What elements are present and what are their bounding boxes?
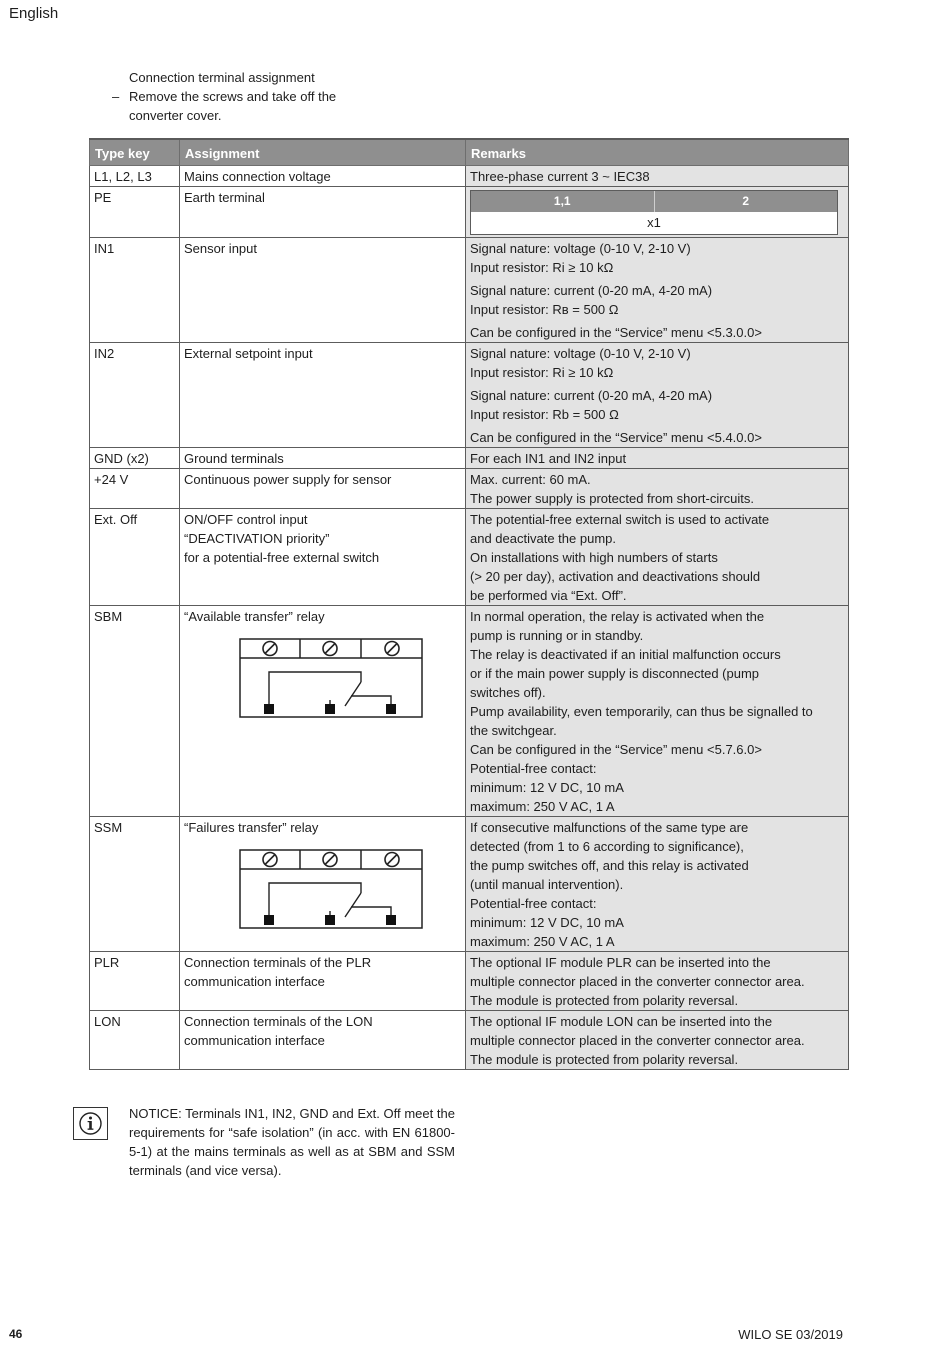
remarks-line: switches off). bbox=[470, 685, 546, 700]
remarks-line: Potential-free contact: bbox=[470, 761, 597, 776]
remarks-line: be performed via “Ext. Off”. bbox=[470, 588, 627, 603]
type-key-cell: Ext. Off bbox=[90, 509, 180, 606]
pe-terminal-col1: 1,1 bbox=[471, 191, 655, 212]
remarks-cell bbox=[466, 606, 849, 817]
footer-brand: WILO SE 03/2019 bbox=[738, 1327, 843, 1342]
notice-text: NOTICE: Terminals IN1, IN2, GND and Ext. Off meet the requirements for “safe isolation” (in acc. with EN 61800-5-1) at the mains terminals as well as at SBM and SSM terminals (and vice versa). bbox=[129, 1106, 455, 1178]
remarks-line: multiple connector placed in the converter connector area. bbox=[470, 974, 805, 989]
assignment-line: External setpoint input bbox=[184, 346, 313, 361]
remarks-line: multiple connector placed in the converter connector area. bbox=[470, 1033, 805, 1048]
intro-block bbox=[112, 68, 372, 125]
type-key-cell: +24 V bbox=[90, 469, 180, 509]
table-row bbox=[90, 817, 849, 952]
remarks-line: The relay is deactivated if an initial malfunction occurs bbox=[470, 647, 781, 662]
remarks-cell bbox=[466, 187, 849, 238]
intro-bullet-line2: converter cover. bbox=[129, 108, 222, 123]
type-key-cell: SSM bbox=[90, 817, 180, 952]
remarks-line: Input resistor: Ri ≥ 10 kΩ bbox=[470, 260, 614, 275]
remarks-line: Max. current: 60 mA. bbox=[470, 472, 591, 487]
assignment-cell bbox=[180, 166, 466, 187]
remarks-line: The module is protected from polarity reversal. bbox=[470, 993, 739, 1008]
assignment-line: “Failures transfer” relay bbox=[184, 820, 319, 835]
table-row bbox=[90, 952, 849, 1011]
remarks-line: Pump availability, even temporarily, can thus be signalled to bbox=[470, 704, 813, 719]
assignment-line: Sensor input bbox=[184, 241, 257, 256]
remarks-cell bbox=[466, 952, 849, 1011]
remarks-line: pump is running or in standby. bbox=[470, 628, 644, 643]
remarks-cell bbox=[466, 1011, 849, 1070]
type-key-cell: PLR bbox=[90, 952, 180, 1011]
pe-terminal-box bbox=[470, 190, 838, 235]
remarks-line: Can be configured in the “Service” menu <5.3.0.0> bbox=[470, 325, 762, 340]
remarks-cell bbox=[466, 817, 849, 952]
type-key-cell: GND (x2) bbox=[90, 448, 180, 469]
table-row bbox=[90, 606, 849, 817]
assignment-cell bbox=[180, 1011, 466, 1070]
remarks-cell bbox=[466, 343, 849, 448]
remarks-line: Signal nature: voltage (0-10 V, 2-10 V) bbox=[470, 241, 691, 256]
assignment-line: Connection terminals of the PLR bbox=[184, 955, 372, 970]
remarks-line: The power supply is protected from short-circuits. bbox=[470, 491, 754, 506]
remarks-line: minimum: 12 V DC, 10 mA bbox=[470, 915, 624, 930]
type-key-cell: LON bbox=[90, 1011, 180, 1070]
remarks-line: For each IN1 and IN2 input bbox=[470, 451, 627, 466]
remarks-line: the switchgear. bbox=[470, 723, 557, 738]
assignment-line: Continuous power supply for sensor bbox=[184, 472, 392, 487]
remarks-line: The potential-free external switch is used to activate bbox=[470, 512, 770, 527]
remarks-line: Input resistor: Rb = 500 Ω bbox=[470, 407, 619, 422]
remarks-cell bbox=[466, 238, 849, 343]
type-key-cell: PE bbox=[90, 187, 180, 238]
remarks-line: Input resistor: Rʙ = 500 Ω bbox=[470, 302, 619, 317]
table-row bbox=[90, 469, 849, 509]
remarks-line: Signal nature: current (0-20 mA, 4-20 mA) bbox=[470, 283, 713, 298]
table-header-row bbox=[90, 139, 849, 166]
table-row bbox=[90, 509, 849, 606]
assignment-cell bbox=[180, 187, 466, 238]
remarks-line: (until manual intervention). bbox=[470, 877, 624, 892]
remarks-line: On installations with high numbers of starts bbox=[470, 550, 718, 565]
remarks-line: Signal nature: current (0-20 mA, 4-20 mA) bbox=[470, 388, 713, 403]
table-row bbox=[90, 238, 849, 343]
remarks-line: Three-phase current 3 ~ IEC38 bbox=[470, 169, 650, 184]
bullet-dash: – bbox=[112, 89, 120, 104]
header-remarks: Remarks bbox=[466, 139, 849, 166]
remarks-cell bbox=[466, 448, 849, 469]
table-row bbox=[90, 1011, 849, 1070]
page-number: 46 bbox=[9, 1327, 23, 1341]
type-key-cell: SBM bbox=[90, 606, 180, 817]
assignment-line: Ground terminals bbox=[184, 451, 284, 466]
assignment-line: “Available transfer” relay bbox=[184, 609, 325, 624]
remarks-line: If consecutive malfunctions of the same type are bbox=[470, 820, 749, 835]
remarks-line: and deactivate the pump. bbox=[470, 531, 616, 546]
remarks-line: or if the main power supply is disconnected (pump bbox=[470, 666, 760, 681]
type-key-cell: L1, L2, L3 bbox=[90, 166, 180, 187]
remarks-line: Signal nature: voltage (0-10 V, 2-10 V) bbox=[470, 346, 691, 361]
remarks-line: detected (from 1 to 6 according to significance), bbox=[470, 839, 744, 854]
intro-title: Connection terminal assignment bbox=[129, 70, 315, 85]
ssm-relay-diagram bbox=[239, 849, 423, 929]
assignment-line: “DEACTIVATION priority” bbox=[184, 531, 330, 546]
terminal-assignment-table bbox=[89, 138, 849, 1070]
remarks-line: the pump switches off, and this relay is activated bbox=[470, 858, 749, 873]
remarks-line: maximum: 250 V AC, 1 A bbox=[470, 934, 615, 949]
type-key-cell: IN2 bbox=[90, 343, 180, 448]
language-label: English bbox=[9, 5, 59, 22]
assignment-cell bbox=[180, 238, 466, 343]
pe-terminal-col2: 2 bbox=[742, 194, 750, 208]
assignment-line: ON/OFF control input bbox=[184, 512, 308, 527]
intro-bullet-line1: Remove the screws and take off the bbox=[129, 89, 337, 104]
remarks-cell bbox=[466, 166, 849, 187]
table-row bbox=[90, 187, 849, 238]
pe-terminal-label: x1 bbox=[471, 212, 837, 234]
assignment-line: Mains connection voltage bbox=[184, 169, 331, 184]
assignment-cell bbox=[180, 817, 466, 952]
sbm-relay-diagram bbox=[239, 638, 423, 718]
assignment-cell bbox=[180, 343, 466, 448]
remarks-line: Input resistor: Ri ≥ 10 kΩ bbox=[470, 365, 614, 380]
header-type-key: Type key bbox=[90, 139, 180, 166]
remarks-line: maximum: 250 V AC, 1 A bbox=[470, 799, 615, 814]
remarks-line: Can be configured in the “Service” menu <5.4.0.0> bbox=[470, 430, 762, 445]
remarks-line: minimum: 12 V DC, 10 mA bbox=[470, 780, 624, 795]
type-key-cell: IN1 bbox=[90, 238, 180, 343]
assignment-line: for a potential-free external switch bbox=[184, 550, 380, 565]
remarks-line: Potential-free contact: bbox=[470, 896, 597, 911]
remarks-line: (> 20 per day), activation and deactivations should bbox=[470, 569, 761, 584]
info-icon bbox=[73, 1107, 108, 1140]
pe-terminal-header bbox=[471, 191, 837, 212]
remarks-cell bbox=[466, 469, 849, 509]
remarks-line: In normal operation, the relay is activated when the bbox=[470, 609, 765, 624]
header-assignment: Assignment bbox=[180, 139, 466, 166]
assignment-cell bbox=[180, 509, 466, 606]
table-row bbox=[90, 343, 849, 448]
assignment-line: Earth terminal bbox=[184, 190, 265, 205]
assignment-cell bbox=[180, 606, 466, 817]
assignment-cell bbox=[180, 469, 466, 509]
remarks-line: Can be configured in the “Service” menu <5.7.6.0> bbox=[470, 742, 762, 757]
remarks-cell bbox=[466, 509, 849, 606]
table-row bbox=[90, 448, 849, 469]
remarks-line: The optional IF module PLR can be inserted into the bbox=[470, 955, 771, 970]
assignment-line: Connection terminals of the LON bbox=[184, 1014, 373, 1029]
remarks-line: The module is protected from polarity reversal. bbox=[470, 1052, 739, 1067]
assignment-cell bbox=[180, 952, 466, 1011]
intro-bullet bbox=[112, 87, 372, 106]
assignment-line: communication interface bbox=[184, 974, 325, 989]
assignment-cell bbox=[180, 448, 466, 469]
remarks-line: The optional IF module LON can be inserted into the bbox=[470, 1014, 773, 1029]
assignment-line: communication interface bbox=[184, 1033, 325, 1048]
table-row bbox=[90, 166, 849, 187]
